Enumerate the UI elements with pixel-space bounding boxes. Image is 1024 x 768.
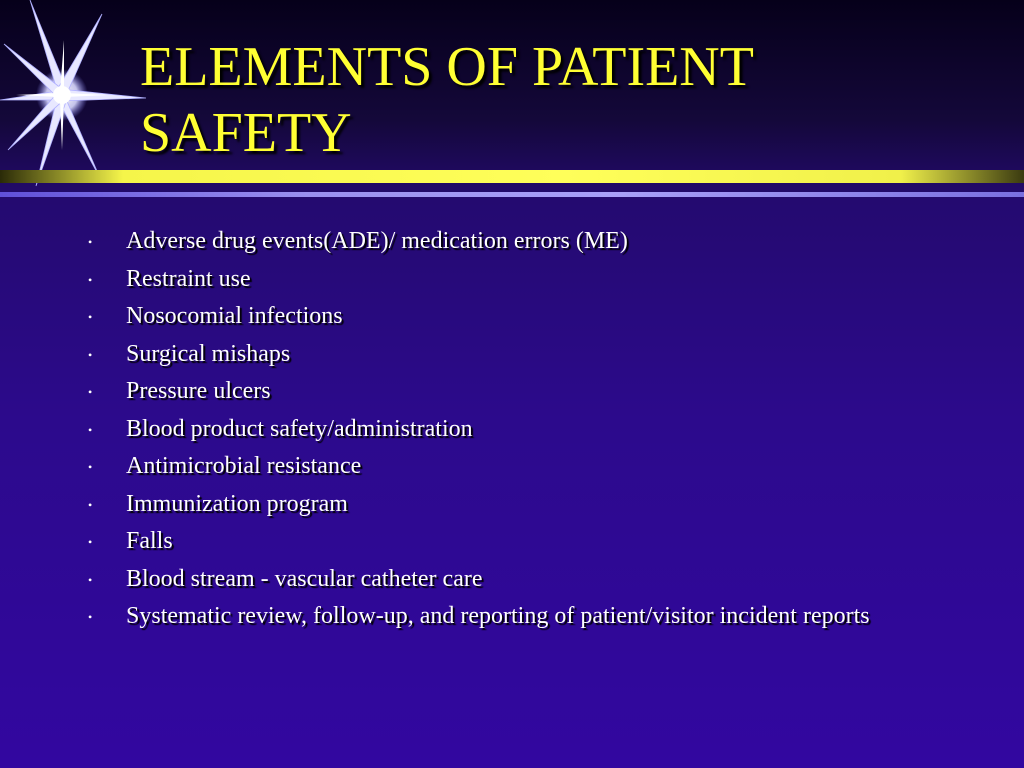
bullet-text: Restraint use xyxy=(126,265,251,292)
bullet-item xyxy=(88,451,968,481)
bullet-text: Pressure ulcers xyxy=(126,378,271,404)
bullet-item xyxy=(88,339,968,369)
bullet-item xyxy=(88,301,968,331)
bullet-dot-icon: • xyxy=(88,310,93,324)
bullet-item xyxy=(88,414,968,444)
bullet-dot-icon: • xyxy=(88,497,93,512)
bullet-item xyxy=(88,264,968,294)
bullet-item xyxy=(88,376,968,406)
slide-title-line-2: SAFETY xyxy=(140,102,352,164)
bullet-dot-icon: • xyxy=(88,572,93,587)
bullet-text: Immunization program xyxy=(126,490,348,517)
bullet-dot-icon: • xyxy=(88,347,93,362)
bullet-item xyxy=(88,564,968,594)
title-divider-purple xyxy=(0,192,1024,197)
bullet-text: Nosocomial infections xyxy=(126,303,343,329)
bullet-dot-icon: • xyxy=(88,235,93,249)
slide-title xyxy=(140,34,1000,166)
bullet-dot-icon: • xyxy=(88,610,93,624)
starburst-icon xyxy=(0,0,150,190)
bullet-text: Falls xyxy=(126,528,173,554)
bullet-dot-icon: • xyxy=(88,272,93,287)
bullet-list xyxy=(88,226,968,639)
bullet-text: Antimicrobial resistance xyxy=(126,453,362,479)
slide-title-line-1: ELEMENTS OF PATIENT xyxy=(140,36,754,98)
bullet-dot-icon: • xyxy=(88,385,93,399)
bullet-text: Systematic review, follow-up, and reporting of patient/visitor incident reports xyxy=(126,603,870,629)
bullet-item xyxy=(88,526,968,556)
bullet-item xyxy=(88,601,968,631)
bullet-text: Adverse drug events(ADE)/ medication errors (ME) xyxy=(126,228,628,254)
bullet-dot-icon: • xyxy=(88,422,93,437)
bullet-dot-icon: • xyxy=(88,460,93,474)
bullet-item xyxy=(88,226,968,256)
bullet-text: Blood stream - vascular catheter care xyxy=(126,565,483,592)
bullet-text: Surgical mishaps xyxy=(126,340,291,367)
bullet-dot-icon: • xyxy=(88,535,93,549)
bullet-item xyxy=(88,489,968,519)
title-divider-yellow xyxy=(0,170,1024,183)
bullet-text: Blood product safety/administration xyxy=(126,415,473,442)
